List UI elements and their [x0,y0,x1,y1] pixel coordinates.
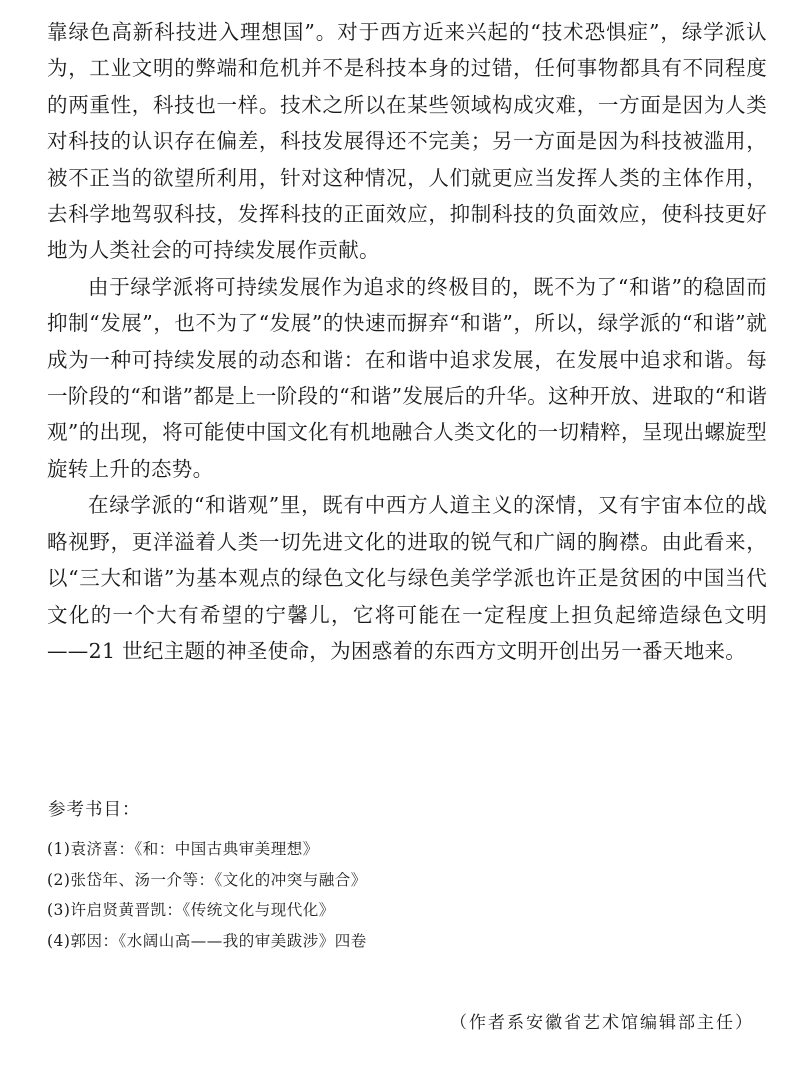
references-heading: 参考书目： [48,800,141,820]
reference-item: (1)袁济喜：《和：中国古典审美理想》 [47,840,319,858]
author-note: （作者系安徽省艺术馆编辑部主任） [450,1013,754,1033]
reference-item: (4)郭因：《水阔山高——我的审美跋涉》四卷 [47,931,367,950]
article-body [47,14,767,669]
paragraph-1: 靠绿色高新科技进入理想国”。对于西方近来兴起的“技术恐惧症”，绿学派认为，工业文明的弊端和危机并不是科技本身的过错，任何事物都具有不同程度的两重性，科技也一样。技术之所以在某些领域构成灾难，一方面是因为人类对科技的认识存在偏差，科技发展得还不完美；另一方面是因为科技被滥用，被不正当的欲望所利用，针对这种情况，人们就更应当发挥人类的主体作用，去科学地驾驭科技，发挥科技的正面效应，抑制科技的负面效应，使科技更好地为人类社会的可持续发展作贡献。 [47,20,767,263]
paragraph-3: 在绿学派的“和谐观”里，既有中西方人道主义的深情，又有宇宙本位的战略视野，更洋溢着人类一切先进文化的进取的锐气和广阔的胸襟。由此看来，以“三大和谐”为基本观点的绿色文化与绿色美学学派也许正是贫困的中国当代文化的一个大有希望的宁馨儿，它将可能在一定程度上担负起缔造绿色文明——21 世纪主题的神圣使命，为困惑着的东西方文明开创出另一番天地来。 [47,493,767,663]
paragraph-2: 由于绿学派将可持续发展作为追求的终极目的，既不为了“和谐”的稳固而抑制“发展”，也不为了“发展”的快速而摒弃“和谐”，所以，绿学派的“和谐”就成为一种可持续发展的动态和谐：在和谐中追求发展，在发展中追求和谐。每一阶段的“和谐”都是上一阶段的“和谐”发展后的升华。这种开放、进取的“和谐观”的出现，将可能使中国文化有机地融合人类文化的一切精粹，呈现出螺旋型旋转上升的态势。 [47,274,767,481]
reference-item: (3)许启贤黄晋凯：《传统文化与现代化》 [47,901,335,919]
reference-item: (2)张岱年、汤一介等：《文化的冲突与融合》 [47,870,367,889]
references-list [47,834,367,956]
